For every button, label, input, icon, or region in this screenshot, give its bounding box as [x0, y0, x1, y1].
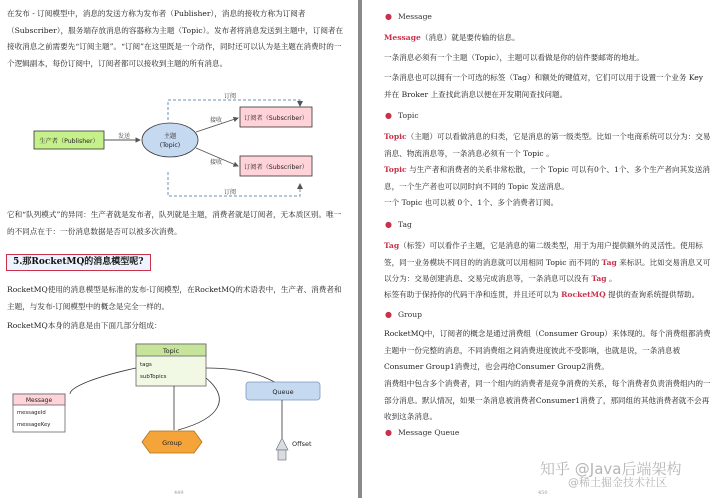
bullet-dot-icon: ●: [385, 310, 392, 319]
tag-p2b-text: 提供的查询系统提供帮助。: [605, 290, 700, 299]
tag-term-2: Tag: [601, 257, 617, 267]
bullet-dot-icon: ●: [385, 111, 392, 120]
tag-p1b-text: 来标识。比如交易消息又可以分为：交易创建消息、交易完成消息等，一条消息可以没有: [384, 257, 711, 283]
bullet-dot-icon: ●: [385, 12, 392, 21]
offset-label: Offset: [292, 440, 312, 448]
message-paragraph-2: 一条消息必须有一个主题（Topic），主题可以看做是你的信件要邮寄的地址。: [384, 53, 644, 62]
topic-tags-field: tags: [140, 362, 152, 368]
right-page-number: 450: [538, 490, 548, 496]
message-key-field: messageKey: [17, 422, 51, 428]
intro-paragraph: 在发布 - 订阅模型中，消息的发送方称为发布者（Publisher），消息的接收方称为订阅者（Subscriber），服务端存放消息的容器称为主题（Topic）。发布者将消息发送到主题中，订阅者在接收消息之前需要先“订阅主题”。“订阅”在这里既是一个动作，同时还可以认为是主题在消费时的一个逻辑副本，每份订阅中，订阅者都可以接收到主题的所有消息。: [7, 9, 344, 68]
topic-label-line1: 主题: [163, 133, 177, 140]
bullet-tag: [385, 220, 412, 229]
topic-node: [142, 123, 198, 157]
bullet-tag-label: Tag: [397, 220, 412, 229]
bullet-message: [385, 12, 432, 21]
topic-box-title: Topic: [162, 347, 180, 355]
topic-term: Topic: [384, 132, 407, 141]
send-label: 发送: [117, 133, 131, 140]
group-label: Group: [162, 439, 182, 447]
bullet-topic: [385, 111, 419, 120]
topic-term-2: Topic: [384, 165, 407, 174]
bullet-dot-icon: ●: [385, 428, 392, 437]
message-id-field: messageId: [17, 410, 46, 416]
message-p1-text: （消息）就是要传输的信息。: [420, 33, 520, 42]
watermark-juejin: @稀土掘金技术社区: [568, 476, 667, 489]
queue-label: Queue: [272, 388, 294, 396]
bullet-mq-label: Message Queue: [397, 428, 460, 437]
topic-subtopics-field: subTopics: [140, 374, 167, 380]
tag-paragraph-2: [384, 287, 712, 304]
tag-term: Tag: [384, 241, 400, 250]
topic-p1-text: （主题）可以看做消息的归类，它是消息的第一级类型。比如一个电商系统可以分为：交易消息、物流消息等，一条消息必须有一个 Topic 。: [384, 132, 711, 158]
subscriber-label-2: 订阅者（Subscriber）: [244, 164, 308, 171]
topic-paragraph-2: [384, 162, 712, 195]
model-paragraph: RocketMQ使用的消息模型是标准的发布-订阅模型，在RocketMQ的术语表中，生产者、消费者和主题，与发布-订阅模型中的概念是完全一样的。: [7, 285, 342, 311]
offset-marker: [276, 438, 288, 450]
bullet-message-label: Message: [397, 12, 432, 21]
bullet-group-label: Group: [397, 310, 423, 319]
message-paragraph-3: 一条消息也可以拥有一个可选的标签（Tag）和额处的键值对，它们可以用于设置一个业务 Key 并在 Broker 上查找此消息以便在开发期间查找问题。: [384, 73, 704, 99]
tag-p1a-text: （标签）可以看作子主题，它是消息的第二级类型，用于为用户提供额外的灵活性。使用标签，同一业务模块不同目的的消息就可以用相同 Topic 而不同的: [384, 241, 703, 267]
bullet-message-queue: [385, 428, 459, 437]
receive-label-2: 接收: [209, 159, 223, 166]
topic-paragraph-3: 一个 Topic 也可以被 0个、1个、多个消费者订阅。: [384, 198, 559, 207]
message-box-title: Message: [25, 397, 53, 404]
message-paragraph-1: [384, 30, 712, 47]
components-intro: RocketMQ本身的消息是由下面几部分组成：: [7, 321, 162, 330]
group-paragraph-1: RocketMQ中，订阅者的概念是通过消费组（Consumer Group）来体现的。每个消费组都消费主题中一份完整的消息，不同消费组之间消费进度彼此不受影响，也就是说，一条消息被Consumer Group1消费过，也会再给Consumer Group2消费。: [384, 329, 711, 371]
receive-label-1: 接收: [209, 117, 223, 124]
subscribe-bottom-label: 订阅: [223, 189, 237, 196]
publish-subscribe-diagram: [0, 92, 358, 204]
topic-p2-text: 与生产者和消费者的关系非常松散，一个 Topic 可以有0个、1个、多个生产者向其发送消息，一个生产者也可以同时向不同的 Topic 发送消息。: [384, 165, 710, 191]
rocketmq-term: RocketMQ: [561, 290, 606, 299]
publisher-label: 生产者（Publisher）: [39, 138, 99, 145]
watermark-zhihu: 知乎 @Java后端架构: [540, 460, 682, 478]
rocketmq-components-diagram: [0, 338, 358, 488]
section-heading: 5.那RocketMQ的消息模型呢?: [6, 254, 151, 271]
right-page: [362, 0, 720, 498]
tag-p1c-text: 。: [606, 274, 617, 283]
message-term: Message: [384, 33, 421, 42]
left-page: [0, 0, 358, 498]
subscriber-label-1: 订阅者（Subscriber）: [244, 115, 308, 122]
topic-label-line2: (Topic): [159, 142, 181, 149]
tag-p2a-text: 标签有助于保持你的代码干净和连贯，并且还可以为: [384, 290, 562, 299]
bullet-topic-label: Topic: [397, 111, 419, 120]
bullet-dot-icon: ●: [385, 220, 392, 229]
bullet-group: [385, 310, 422, 319]
compare-paragraph: 它和“队列模式”的异同：生产者就是发布者，队列就是主题，消费者就是订阅者，无本质区别。唯一的不同点在于：一份消息数据是否可以被多次消费。: [7, 210, 342, 236]
subscribe-top-label: 订阅: [223, 93, 237, 100]
group-paragraph-2: 消费组中包含多个消费者，同一个组内的消费者是竞争消费的关系，每个消费者负责消费组内的一部分消息。默认情况，如果一条消息被消费者Consumer1消费了，那同组的其他消费者就不会再收到这条消息。: [384, 379, 711, 421]
tag-paragraph-1: [384, 238, 712, 288]
topic-paragraph-1: [384, 129, 712, 162]
left-page-number: 449: [174, 490, 184, 496]
tag-term-3: Tag: [591, 274, 607, 283]
